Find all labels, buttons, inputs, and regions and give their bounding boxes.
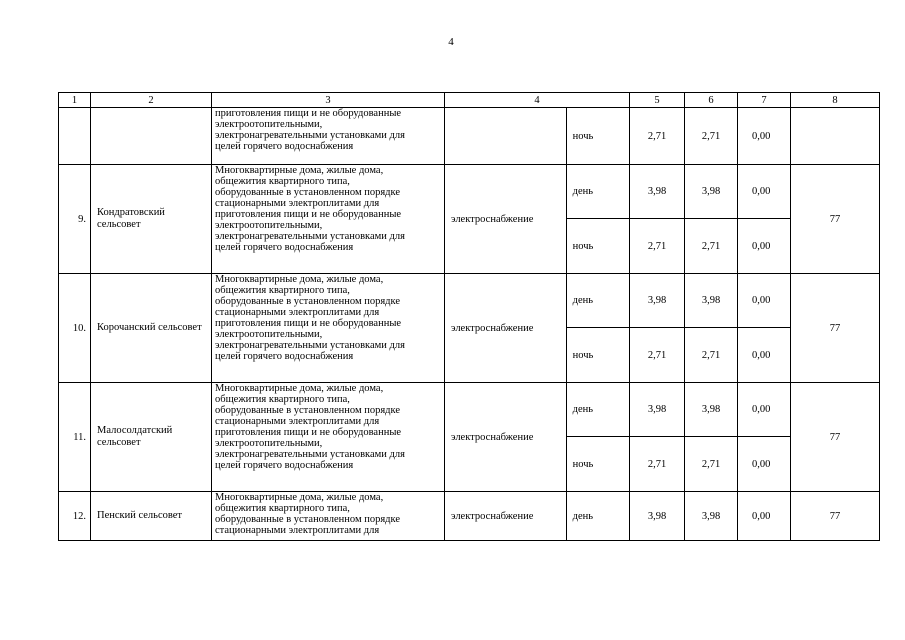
description-line: целей горячего водоснабжения: [215, 460, 354, 471]
description-line: приготовления пищи и не оборудованные: [215, 427, 402, 438]
header-row: [59, 93, 880, 108]
value-cell: 0,00: [738, 383, 791, 437]
value-cell: 3,98: [630, 274, 685, 328]
description-cell: [212, 383, 445, 492]
value-cell: 2,71: [630, 219, 685, 274]
value-cell: 2,71: [630, 108, 685, 165]
description-line: приготовления пищи и не оборудованные: [215, 209, 402, 220]
value-cell: 0,00: [738, 328, 791, 383]
value-cell: 0,00: [738, 165, 791, 219]
table-row: [59, 383, 880, 437]
description-line: приготовления пищи и не оборудованные: [215, 318, 402, 329]
time-of-day-cell: день: [566, 383, 629, 437]
index-cell: [59, 108, 91, 165]
header-cell: 8: [791, 93, 880, 108]
table-row: [59, 492, 880, 541]
col8-cell: 77: [791, 165, 880, 274]
description-line: стационарными электроплитами для: [215, 307, 380, 318]
header-cell: 5: [630, 93, 685, 108]
value-cell: 3,98: [685, 492, 738, 541]
settlement-name-cell: Корочанский сельсовет: [91, 274, 212, 383]
description-line: общежития квартирного типа,: [215, 176, 350, 187]
description-line: целей горячего водоснабжения: [215, 351, 354, 362]
description-cell: [212, 492, 445, 541]
description-line: стационарными электроплитами для: [215, 525, 380, 536]
index-cell: 12.: [59, 492, 91, 541]
description-line: оборудованные в установленном порядке: [215, 514, 401, 525]
description-line: электронагревательными установками для: [215, 231, 405, 242]
value-cell: 2,71: [630, 328, 685, 383]
time-of-day-cell: день: [566, 274, 629, 328]
value-cell: 0,00: [738, 492, 791, 541]
header-cell: 2: [91, 93, 212, 108]
settlement-name-cell: Пенский сельсовет: [91, 492, 212, 541]
header-cell: 4: [445, 93, 630, 108]
col8-cell: 77: [791, 492, 880, 541]
table-row-continuation: [59, 108, 880, 165]
description-line: целей горячего водоснабжения: [215, 242, 354, 253]
service-cell: [445, 108, 567, 165]
description-cell: [212, 274, 445, 383]
tariff-table: [58, 92, 880, 541]
value-cell: 0,00: [738, 108, 791, 165]
description-line: электроотопительными,: [215, 220, 323, 231]
value-cell: 0,00: [738, 219, 791, 274]
index-cell: 10.: [59, 274, 91, 383]
description-line: электроотопительными,: [215, 438, 323, 449]
time-of-day-cell: ночь: [566, 437, 629, 492]
description-line: стационарными электроплитами для: [215, 416, 380, 427]
description-line: Многоквартирные дома, жилые дома,: [215, 165, 384, 176]
description-line: стационарными электроплитами для: [215, 198, 380, 209]
tariff-table-container: [58, 92, 880, 541]
col8-cell: [791, 108, 880, 165]
service-cell: электроснабжение: [445, 165, 567, 274]
value-cell: 3,98: [630, 383, 685, 437]
time-of-day-cell: день: [566, 165, 629, 219]
header-cell: 3: [212, 93, 445, 108]
description-line: оборудованные в установленном порядке: [215, 405, 401, 416]
value-cell: 3,98: [685, 274, 738, 328]
header-cell: 7: [738, 93, 791, 108]
time-of-day-cell: ночь: [566, 219, 629, 274]
service-cell: электроснабжение: [445, 383, 567, 492]
value-cell: 3,98: [630, 492, 685, 541]
time-of-day-cell: ночь: [566, 328, 629, 383]
value-cell: 2,71: [630, 437, 685, 492]
table-row: [59, 274, 880, 328]
description-line: электронагревательными установками для: [215, 130, 405, 141]
description-line: общежития квартирного типа,: [215, 394, 350, 405]
value-cell: 3,98: [685, 165, 738, 219]
value-cell: 2,71: [685, 328, 738, 383]
time-of-day-cell: ночь: [566, 108, 629, 165]
header-cell: 1: [59, 93, 91, 108]
page-number: 4: [448, 36, 454, 48]
description-line: электроотопительными,: [215, 119, 323, 130]
value-cell: 3,98: [685, 383, 738, 437]
value-cell: 3,98: [630, 165, 685, 219]
service-cell: электроснабжение: [445, 274, 567, 383]
name-cell: [91, 108, 212, 165]
description-line: оборудованные в установленном порядке: [215, 296, 401, 307]
time-of-day-cell: день: [566, 492, 629, 541]
description-cell: [212, 165, 445, 274]
description-line: Многоквартирные дома, жилые дома,: [215, 274, 384, 285]
value-cell: 0,00: [738, 437, 791, 492]
description-cell: [212, 108, 445, 165]
description-line: Многоквартирные дома, жилые дома,: [215, 492, 384, 503]
header-cell: 6: [685, 93, 738, 108]
description-line: общежития квартирного типа,: [215, 503, 350, 514]
col8-cell: 77: [791, 383, 880, 492]
value-cell: 2,71: [685, 219, 738, 274]
settlement-name-cell: Кондратовский сельсовет: [91, 165, 212, 274]
description-line: оборудованные в установленном порядке: [215, 187, 401, 198]
description-line: целей горячего водоснабжения: [215, 141, 354, 152]
settlement-name-cell: Малосолдатский сельсовет: [91, 383, 212, 492]
description-line: электронагревательными установками для: [215, 340, 405, 351]
value-cell: 0,00: [738, 274, 791, 328]
description-line: электронагревательными установками для: [215, 449, 405, 460]
value-cell: 2,71: [685, 437, 738, 492]
col8-cell: 77: [791, 274, 880, 383]
table-row: [59, 165, 880, 219]
description-line: Многоквартирные дома, жилые дома,: [215, 383, 384, 394]
index-cell: 11.: [59, 383, 91, 492]
index-cell: 9.: [59, 165, 91, 274]
service-cell: электроснабжение: [445, 492, 567, 541]
description-line: приготовления пищи и не оборудованные: [215, 108, 402, 119]
description-line: электроотопительными,: [215, 329, 323, 340]
value-cell: 2,71: [685, 108, 738, 165]
description-line: общежития квартирного типа,: [215, 285, 350, 296]
